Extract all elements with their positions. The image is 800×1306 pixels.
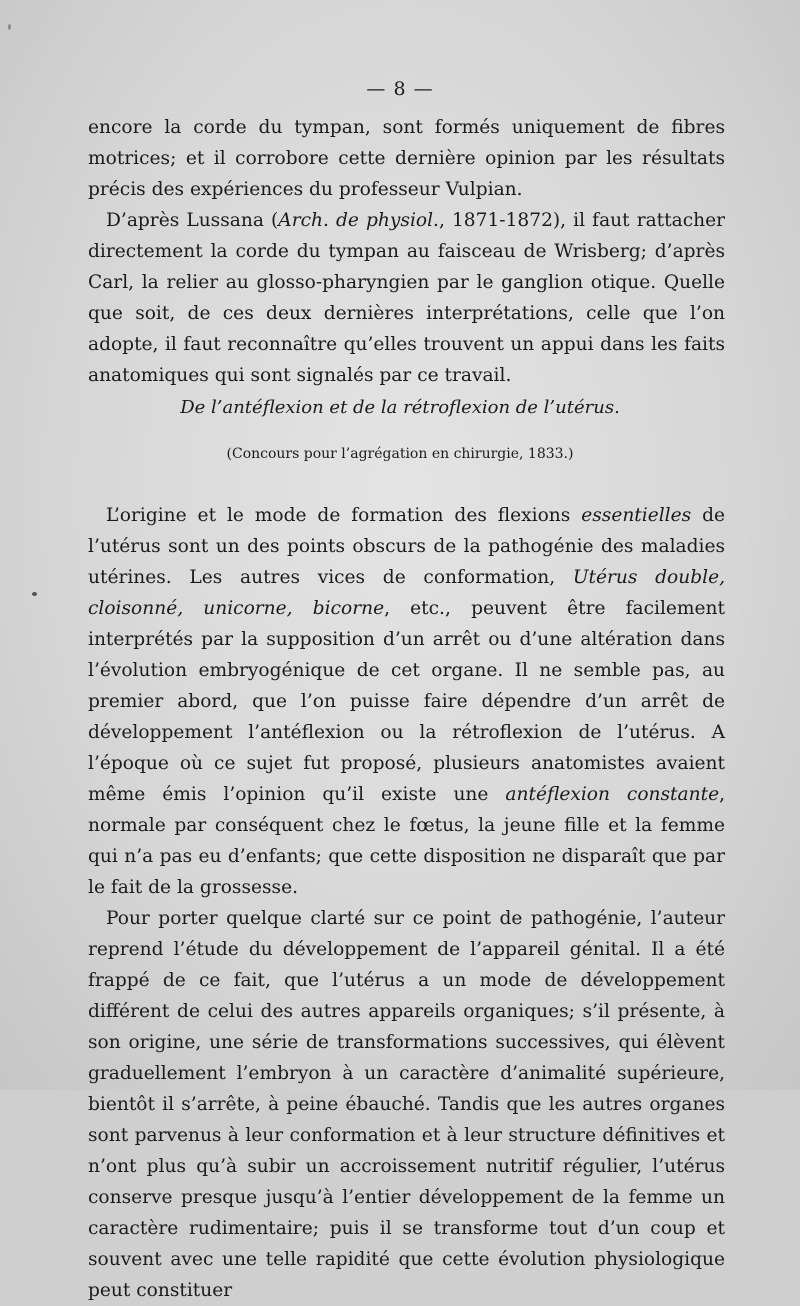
text-run: L’origine et le mode de formation des flexions: [106, 505, 582, 526]
text-run: , normale par conséquent chez le fœtus, la jeune fille et la femme qui n’a pas eu d’enfants; que cette disposition ne disparaît que par le fait de la grossesse.: [88, 784, 725, 898]
emphasis-italic: Utérus double, cloisonné, unicorne, bicorne: [88, 567, 725, 619]
page-number: — 8 —: [366, 78, 434, 100]
paragraph-continuation: encore la corde du tympan, sont formés uniquement de fibres motrices; et il corrobore cette dernière opinion par les résultats précis des expériences du professeur Vulpian.: [88, 117, 725, 200]
paragraph-lussana: [88, 205, 725, 391]
text-run: de l’utérus sont un des points obscurs de la pathogénie des maladies utérines. Les autres vices de conformation,: [88, 505, 725, 588]
paragraph-origine: [88, 500, 725, 903]
text-run: , 1871-1872), il faut rattacher directement la corde du tympan au faisceau de Wrisberg; d’après Carl, la relier au glosso-pharyngien par le ganglion otique. Quelle que soit, de ces deux dernières interprétations, celle que l’on adopte, il faut reconnaître qu’elles trouvent un appui dans les faits anatomiques qui sont signalés par ce travail.: [88, 210, 725, 386]
emphasis-italic: antéflexion constante: [505, 784, 720, 805]
emphasis-italic: essentielles: [581, 505, 692, 526]
paper-speck: [32, 592, 37, 596]
section-note: (Concours pour l’agrégation en chirurgie, 1833.): [226, 446, 574, 462]
paragraph-developpement: Pour porter quelque clarté sur ce point de pathogénie, l’auteur reprend l’étude du développement de l’appareil génital. Il a été frappé de ce fait, que l’utérus a un mode de développement différent de celui des autres appareils organiques; s’il présente, à son origine, une série de transformations successives, qui élèvent graduellement l’embryon à un caractère d’animalité supérieure, bientôt il s’arrête, à peine ébauché. Tandis que les autres organes sont parvenus à leur conformation et à leur structure définitives et n’ont plus qu’à subir un accroissement nutritif régulier, l’utérus conserve presque jusqu’à l’entier développement de la femme un caractère rudimentaire; puis il se transforme tout d’un coup et souvent avec une telle rapidité que cette évolution physiologique peut constituer: [88, 908, 725, 1301]
section-title: De l’antéflexion et de la rétroflexion de l’utérus.: [180, 397, 620, 418]
main-text-block: [88, 500, 725, 1306]
text-run: D’après Lussana (: [106, 210, 279, 231]
top-text-block: [88, 112, 725, 391]
citation-italic: Arch. de physiol.: [278, 210, 439, 231]
paper-speck: [8, 24, 11, 30]
text-run: , etc., peuvent être facilement interprétés par la supposition d’un arrêt ou d’une altération dans l’évolution embryogénique de cet organe. Il ne semble pas, au premier abord, que l’on puisse faire dépendre d’un arrêt de développement l’antéflexion ou la rétroflexion de l’utérus. A l’époque où ce sujet fut proposé, plusieurs anatomistes avaient même émis l’opinion qu’il existe une: [88, 598, 725, 805]
